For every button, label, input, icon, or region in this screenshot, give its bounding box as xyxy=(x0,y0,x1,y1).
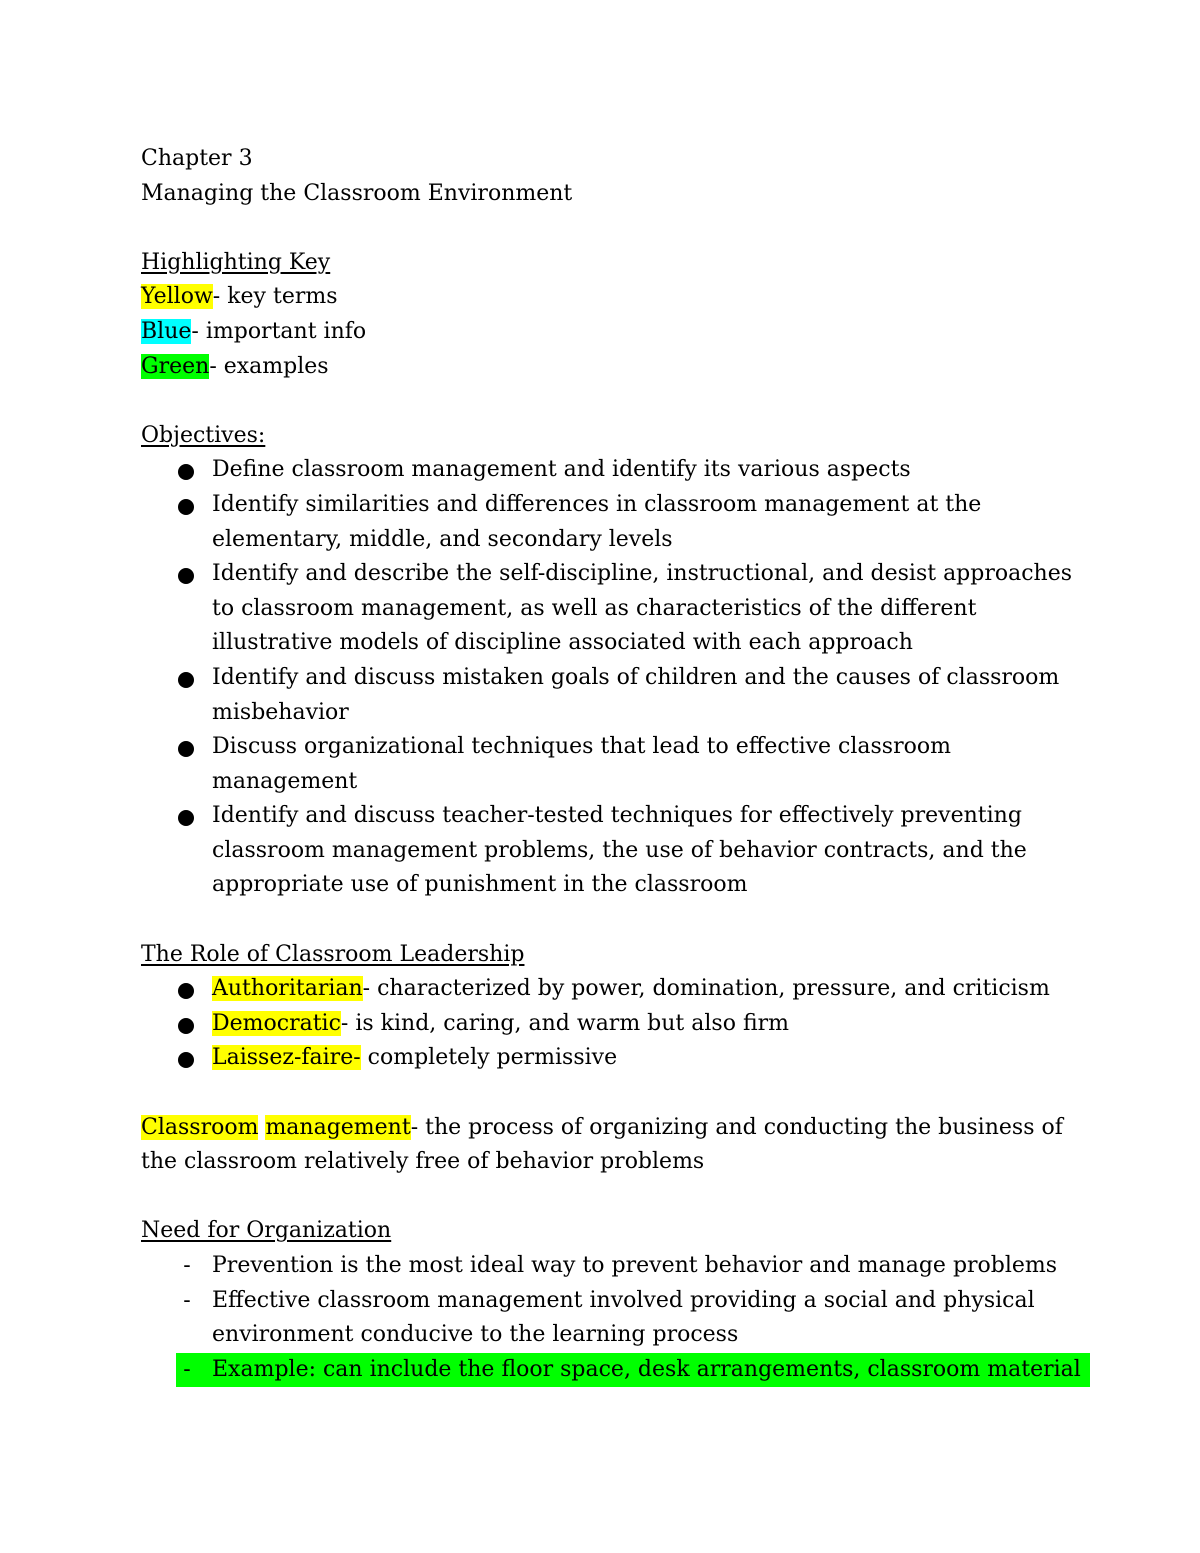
objective-item: Identify and discuss mistaken goals of children and the causes of classroom misbehavior xyxy=(141,661,1060,730)
key-green-word: Green xyxy=(141,353,210,379)
dash-marker: - xyxy=(183,1253,191,1278)
leadership-item: Authoritarian- characterized by power, domination, pressure, and criticism xyxy=(141,972,1060,1007)
objective-item: Discuss organizational techniques that lead to effective classroom management xyxy=(141,730,1060,799)
bullet-icon xyxy=(178,810,194,826)
chapter-label: Chapter 3 xyxy=(141,146,253,171)
spacer xyxy=(141,384,1060,419)
organization-item: - Effective classroom management involved providing a social and physical environment conducive to the learning process xyxy=(141,1284,1060,1353)
objectives-heading: Objectives: xyxy=(141,422,266,448)
key-term: Authoritarian xyxy=(212,976,363,1002)
objective-item: Identify and describe the self-discipline, instructional, and desist approaches to classroom management, as well as characteristics of the different illustrative models of discipline associated with each approach xyxy=(141,557,1060,661)
key-blue-word: Blue xyxy=(141,318,192,344)
dash-marker: - xyxy=(183,1287,191,1313)
bullet-icon xyxy=(178,741,194,757)
leadership-item: Laissez-faire- completely permissive xyxy=(141,1041,1060,1076)
bullet-icon xyxy=(178,1018,194,1034)
bullet-icon xyxy=(178,672,194,688)
objective-item: Identify and discuss teacher-tested techniques for effectively preventing classroom management problems, the use of behavior contracts, and the appropriate use of punishment in the classroom xyxy=(141,799,1060,903)
bullet-icon xyxy=(178,568,194,584)
objectives-list xyxy=(141,453,1073,903)
bullet-icon xyxy=(178,464,194,480)
spacer xyxy=(141,903,1060,938)
key-green: Green- examples xyxy=(141,353,329,379)
bullet-icon xyxy=(178,1052,194,1068)
spacer xyxy=(141,1076,1060,1111)
bullet-icon xyxy=(178,983,194,999)
leadership-item: Democratic- is kind, caring, and warm but also firm xyxy=(141,1007,1060,1042)
key-term: Democratic xyxy=(212,1010,341,1036)
spacer xyxy=(141,211,1060,246)
organization-item: - Prevention is the most ideal way to prevent behavior and manage problems xyxy=(141,1249,1060,1284)
definition-line-1: Classroom management- the process of organizing and conducting the business of xyxy=(141,1114,1063,1140)
key-term: management xyxy=(265,1114,411,1140)
leadership-heading: The Role of Classroom Leadership xyxy=(141,941,525,967)
example-text: Example: can include the floor space, desk arrangements, classroom material xyxy=(212,1356,1081,1382)
leadership-list xyxy=(141,972,1060,1076)
definition-line-2: the classroom relatively free of behavior problems xyxy=(141,1149,705,1175)
key-yellow: Yellow- key terms xyxy=(141,284,338,310)
chapter-title: Managing the Classroom Environment xyxy=(141,180,573,206)
key-term: Laissez-faire- xyxy=(212,1045,361,1071)
spacer xyxy=(141,1180,1060,1215)
dash-marker: - xyxy=(183,1356,191,1382)
objective-item: Define classroom management and identify its various aspects xyxy=(141,453,1060,488)
key-yellow-word: Yellow xyxy=(141,284,213,310)
organization-list xyxy=(141,1249,1081,1387)
objective-item: Identify similarities and differences in classroom management at the elementary, middle, and secondary levels xyxy=(141,488,1060,557)
organization-heading: Need for Organization xyxy=(141,1218,392,1244)
bullet-icon xyxy=(178,499,194,515)
key-blue: Blue- important info xyxy=(141,318,367,344)
highlight-key-heading: Highlighting Key xyxy=(141,249,331,275)
organization-example-item xyxy=(176,1353,1090,1388)
key-term: Classroom xyxy=(141,1114,259,1140)
